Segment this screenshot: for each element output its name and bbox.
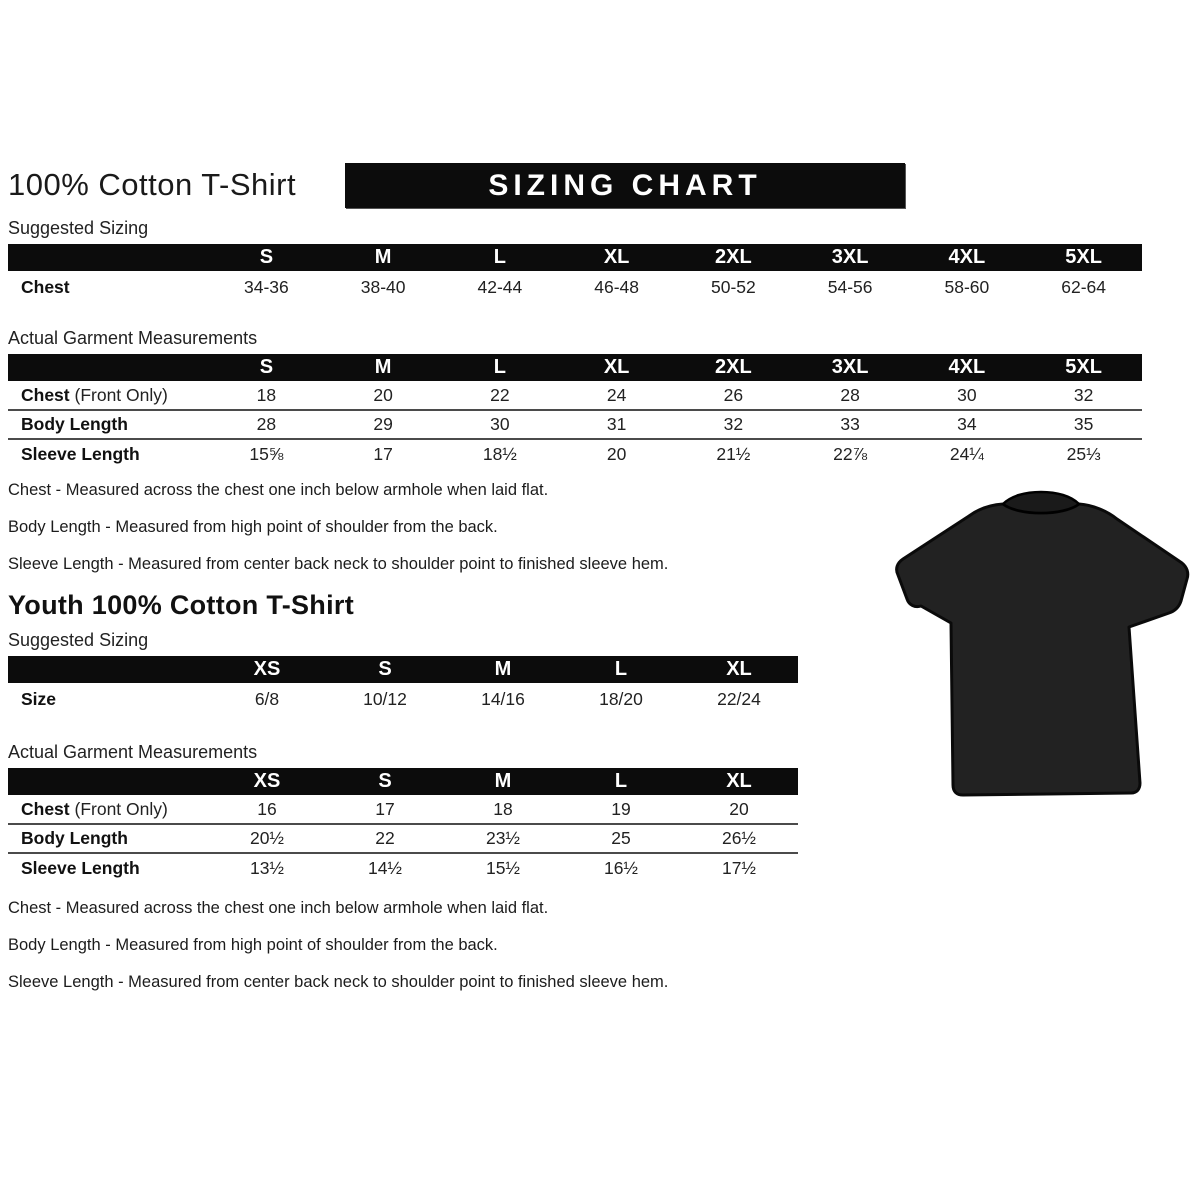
size-column-header: XS xyxy=(208,768,326,795)
measurement-cell: 17 xyxy=(373,443,393,464)
measurement-cell: 33 xyxy=(840,414,860,434)
note-sleeve-length: Sleeve Length - Measured from center back neck to shoulder point to finished sleeve hem. xyxy=(8,973,669,991)
measurement-cell: 21½ xyxy=(716,443,751,464)
measurement-cell: 62-64 xyxy=(1061,277,1106,297)
measurement-cell: 29 xyxy=(373,414,393,434)
measurement-cell: 23½ xyxy=(485,828,521,848)
size-column-header: S xyxy=(326,656,444,683)
row-label: Size xyxy=(21,689,57,709)
row-label: Body Length xyxy=(21,828,128,848)
size-column-header: XS xyxy=(208,656,326,683)
tshirt-collar-shape xyxy=(1003,492,1079,513)
size-column-header: M xyxy=(325,354,442,381)
measurement-cell: 32 xyxy=(723,414,744,434)
youth-actual-measurements-table xyxy=(8,768,798,882)
note-body-length: Body Length - Measured from high point of shoulder from the back. xyxy=(8,518,498,536)
size-column-header: S xyxy=(208,354,325,381)
measurement-cell: 17 xyxy=(375,798,395,819)
row-label: Body Length xyxy=(21,414,128,434)
table-row xyxy=(8,410,1142,439)
page-header xyxy=(8,163,1200,211)
measurement-cell: 26½ xyxy=(721,828,757,848)
table-row xyxy=(8,271,1142,304)
measurement-cell: 28 xyxy=(256,414,277,434)
measurement-cell: 14/16 xyxy=(481,689,525,709)
youth-suggested-sizing-label: Suggested Sizing xyxy=(8,630,149,650)
size-column-header: L xyxy=(562,656,680,683)
table-row xyxy=(8,824,798,853)
header-label-spacer xyxy=(8,656,208,683)
measurement-cell: 22/24 xyxy=(717,689,761,709)
row-label: Sleeve Length xyxy=(21,443,140,464)
measurement-cell: 30 xyxy=(957,384,977,405)
size-column-header: S xyxy=(208,244,325,271)
measurement-cell: 18 xyxy=(256,384,277,405)
measurement-cell: 54-56 xyxy=(827,277,873,297)
size-column-header: 5XL xyxy=(1025,354,1142,381)
page-title: 100% Cotton T-Shirt xyxy=(8,167,297,202)
measurement-cell: 14½ xyxy=(367,857,403,878)
adult-suggested-sizing-label: Suggested Sizing xyxy=(8,218,149,238)
tshirt-body-shape xyxy=(897,504,1188,795)
measurement-cell: 31 xyxy=(606,414,627,434)
measurement-cell: 18 xyxy=(493,798,513,819)
size-column-header: M xyxy=(325,244,442,271)
header-label-spacer xyxy=(8,244,208,271)
measurement-cell: 30 xyxy=(490,414,510,434)
measurement-cell: 22 xyxy=(375,828,395,848)
measurement-cell: 10/12 xyxy=(363,689,407,709)
table-row xyxy=(8,439,1142,468)
measurement-cell: 25⅓ xyxy=(1066,443,1101,464)
measurement-cell: 16½ xyxy=(603,857,639,878)
size-column-header: XL xyxy=(680,768,798,795)
measurement-cell: 20 xyxy=(373,384,393,405)
measurement-cell: 20½ xyxy=(249,828,285,848)
size-column-header: L xyxy=(442,244,559,271)
size-column-header: XL xyxy=(558,354,675,381)
size-column-header: M xyxy=(444,656,562,683)
size-column-header: L xyxy=(562,768,680,795)
size-column-header: 5XL xyxy=(1025,244,1142,271)
measurement-cell: 18½ xyxy=(482,443,517,464)
measurement-cell: 20 xyxy=(606,443,627,464)
size-column-header: L xyxy=(442,354,559,381)
measurement-cell: 26 xyxy=(723,384,744,405)
table-row xyxy=(8,683,798,716)
measurement-cell: 17½ xyxy=(721,857,757,878)
measurement-cell: 38-40 xyxy=(360,277,406,297)
measurement-cell: 42-44 xyxy=(477,277,523,297)
row-label: Sleeve Length xyxy=(21,857,140,878)
measurement-cell: 22⅞ xyxy=(833,443,868,464)
measurement-cell: 15½ xyxy=(485,857,521,878)
measurement-cell: 50-52 xyxy=(710,277,756,297)
measurement-cell: 13½ xyxy=(249,857,285,878)
youth-section-title: Youth 100% Cotton T-Shirt xyxy=(8,590,354,620)
size-column-header: S xyxy=(326,768,444,795)
note-chest: Chest - Measured across the chest one inch below armhole when laid flat. xyxy=(8,899,549,917)
header-label-spacer xyxy=(8,354,208,381)
measurement-cell: 18/20 xyxy=(599,689,643,709)
measurement-cell: 24 xyxy=(606,384,627,405)
adult-actual-measurements-table xyxy=(8,354,1142,468)
sizing-chart-banner: SIZING CHART xyxy=(345,163,905,208)
youth-actual-measurements-label: Actual Garment Measurements xyxy=(8,742,258,762)
black-tshirt-graphic xyxy=(893,489,1195,811)
measurement-cell: 19 xyxy=(611,798,631,819)
size-column-header: 2XL xyxy=(675,354,792,381)
size-column-header: XL xyxy=(680,656,798,683)
measurement-cell: 25 xyxy=(611,828,631,848)
measurement-cell: 32 xyxy=(1073,384,1094,405)
size-column-header: XL xyxy=(558,244,675,271)
measurement-cell: 20 xyxy=(729,798,749,819)
size-column-header: 3XL xyxy=(792,354,909,381)
size-column-header: M xyxy=(444,768,562,795)
table-row xyxy=(8,381,1142,410)
measurement-cell: 28 xyxy=(840,384,860,405)
row-label: Chest (Front Only) xyxy=(21,384,168,405)
note-chest: Chest - Measured across the chest one inch below armhole when laid flat. xyxy=(8,481,549,499)
tshirt-image xyxy=(893,489,1195,811)
measurement-cell: 58-60 xyxy=(944,277,990,297)
adult-suggested-sizing-table xyxy=(8,244,1142,304)
size-column-header: 3XL xyxy=(792,244,909,271)
note-sleeve-length: Sleeve Length - Measured from center back neck to shoulder point to finished sleeve hem. xyxy=(8,555,669,573)
measurement-cell: 34-36 xyxy=(243,277,289,297)
measurement-cell: 34 xyxy=(957,414,977,434)
size-column-header: 4XL xyxy=(909,244,1026,271)
measurement-cell: 15⅝ xyxy=(249,443,284,464)
header-label-spacer xyxy=(8,768,208,795)
youth-measurement-notes xyxy=(8,897,1200,994)
table-row xyxy=(8,795,798,824)
note-body-length: Body Length - Measured from high point of shoulder from the back. xyxy=(8,936,498,954)
row-label: Chest xyxy=(21,277,70,297)
measurement-cell: 6/8 xyxy=(254,689,280,709)
measurement-cell: 35 xyxy=(1073,414,1094,434)
measurement-cell: 16 xyxy=(257,798,277,819)
adult-actual-measurements-label: Actual Garment Measurements xyxy=(8,328,258,348)
measurement-cell: 24¼ xyxy=(949,443,984,464)
youth-suggested-sizing-table xyxy=(8,656,798,716)
size-column-header: 4XL xyxy=(909,354,1026,381)
size-column-header: 2XL xyxy=(675,244,792,271)
measurement-cell: 46-48 xyxy=(594,277,639,297)
table-row xyxy=(8,853,798,882)
row-label: Chest (Front Only) xyxy=(21,798,168,819)
measurement-cell: 22 xyxy=(490,384,510,405)
